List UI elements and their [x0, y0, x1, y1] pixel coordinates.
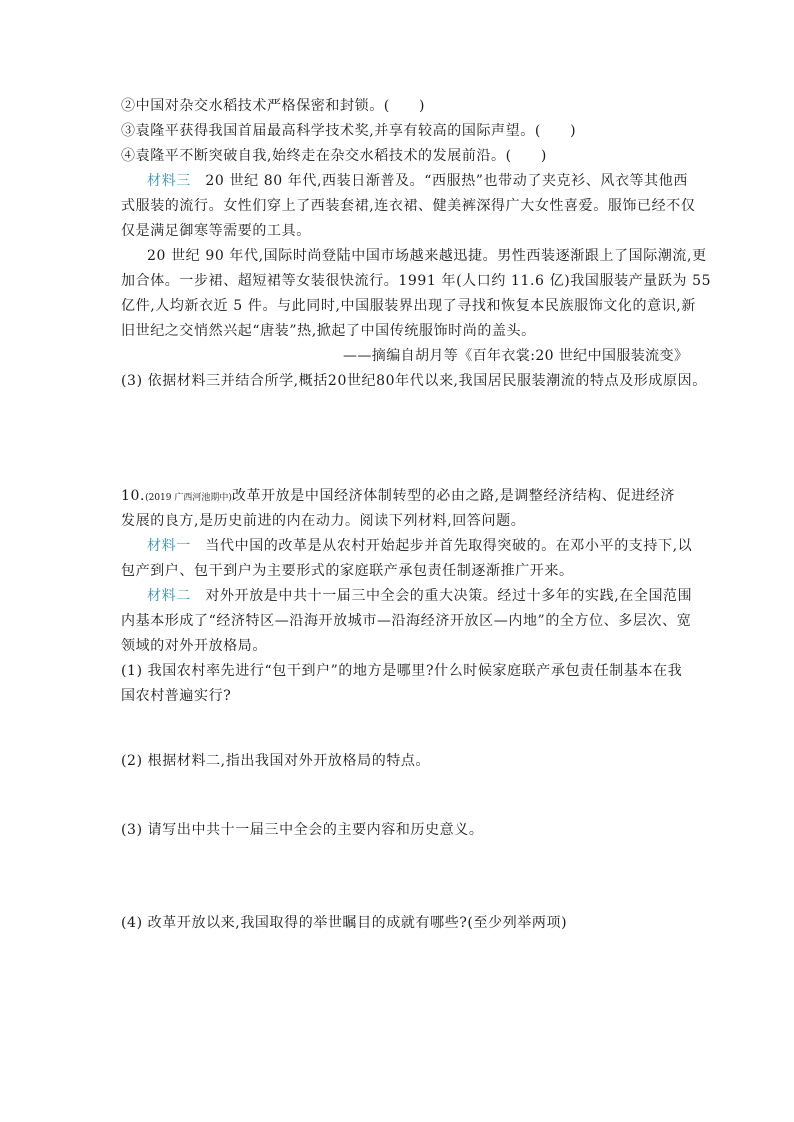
question10-tag: (2019 广西河池期中) [145, 493, 232, 503]
question-3: (3) 依据材料三并结合所学,概括20世纪80年代以来,我国居民服装潮流的特点及形成原因。 [121, 373, 707, 389]
material3-paragraph2-line4: 旧世纪之交悄然兴起“唐装”热,掀起了中国传统服饰时尚的盖头。 [121, 323, 536, 339]
material3-paragraph1-line2: 式服装的流行。女性们穿上了西装套裙,连衣裙、健美裤深得广大女性喜爱。服饰已经不仅 [121, 198, 696, 214]
subquestion-2: (2) 根据材料二,指出我国对外开放格局的特点。 [121, 753, 431, 769]
material3-paragraph1-line3: 仅是满足御寒等需要的工具。 [121, 223, 311, 239]
option-2: ②中国对杂交水稻技术严格保密和封锁。( ) [121, 98, 426, 114]
subquestion-1-line1: (1) 我国农村率先进行“包干到户”的地方是哪里?什么时候家庭联产承包责任制基本在我 [121, 663, 683, 679]
material2-line2: 内基本形成了“经济特区—沿海开放城市—沿海经济开放区—内地”的全方位、多层次、宽 [121, 613, 692, 629]
material3-paragraph1-line1 [147, 171, 688, 191]
option-4: ④袁隆平不断突破自我,始终走在杂交水稻技术的发展前沿。( ) [121, 148, 547, 164]
question10-stem-line2: 发展的良方,是历史前进的内在动力。阅读下列材料,回答问题。 [121, 513, 526, 529]
material2-text: 对外开放是中共十一届三中全会的重大决策。经过十多年的实践,在全国范围 [190, 588, 693, 604]
subquestion-1-line2: 国农村普遍实行? [121, 688, 232, 704]
question10-number: 10. [121, 488, 146, 504]
material2-label: 材料二 [147, 588, 191, 604]
material3-paragraph2-line2: 加合体。一步裙、超短裙等女装很快流行。1991 年(人口约 11.6 亿)我国服装产量跃为 55 [121, 273, 712, 289]
material3-paragraph2-line3: 亿件,人均新衣近 5 件。与此同时,中国服装界出现了寻找和恢复本民族服饰文化的意识,新 [121, 298, 696, 314]
subquestion-4: (4) 改革开放以来,我国取得的举世瞩目的成就有哪些?(至少列举两项) [121, 915, 568, 931]
subquestion-3: (3) 请写出中共十一届三中全会的主要内容和历史意义。 [121, 822, 484, 838]
option-3: ③袁隆平获得我国首届最高科学技术奖,并享有较高的国际声望。( ) [121, 123, 577, 139]
material3-source: ——摘编自胡月等《百年衣裳:20 世纪中国服装流变》 [343, 348, 689, 364]
material1-line2: 包产到户、包干到户为主要形式的家庭联产承包责任制逐渐推广开来。 [121, 563, 574, 579]
material3-text: 20 世纪 80 年代,西装日渐普及。“西服热”也带动了夹克衫、风衣等其他西 [190, 173, 688, 189]
material2-line1 [147, 586, 692, 606]
material3-paragraph2-line1: 20 世纪 90 年代,国际时尚登陆中国市场越来越迅捷。男性西装逐渐跟上了国际潮流,更 [147, 248, 707, 264]
question10-stem-line1 [121, 486, 675, 508]
material1-label: 材料一 [147, 538, 191, 554]
material1-line1 [147, 536, 692, 556]
material3-label: 材料三 [147, 173, 191, 189]
material1-text: 当代中国的改革是从农村开始起步并首先取得突破的。在邓小平的支持下,以 [190, 538, 693, 554]
question10-stem: 改革开放是中国经济体制转型的必由之路,是调整经济结构、促进经济 [231, 488, 675, 504]
material2-line3: 领域的对外开放格局。 [121, 638, 267, 654]
